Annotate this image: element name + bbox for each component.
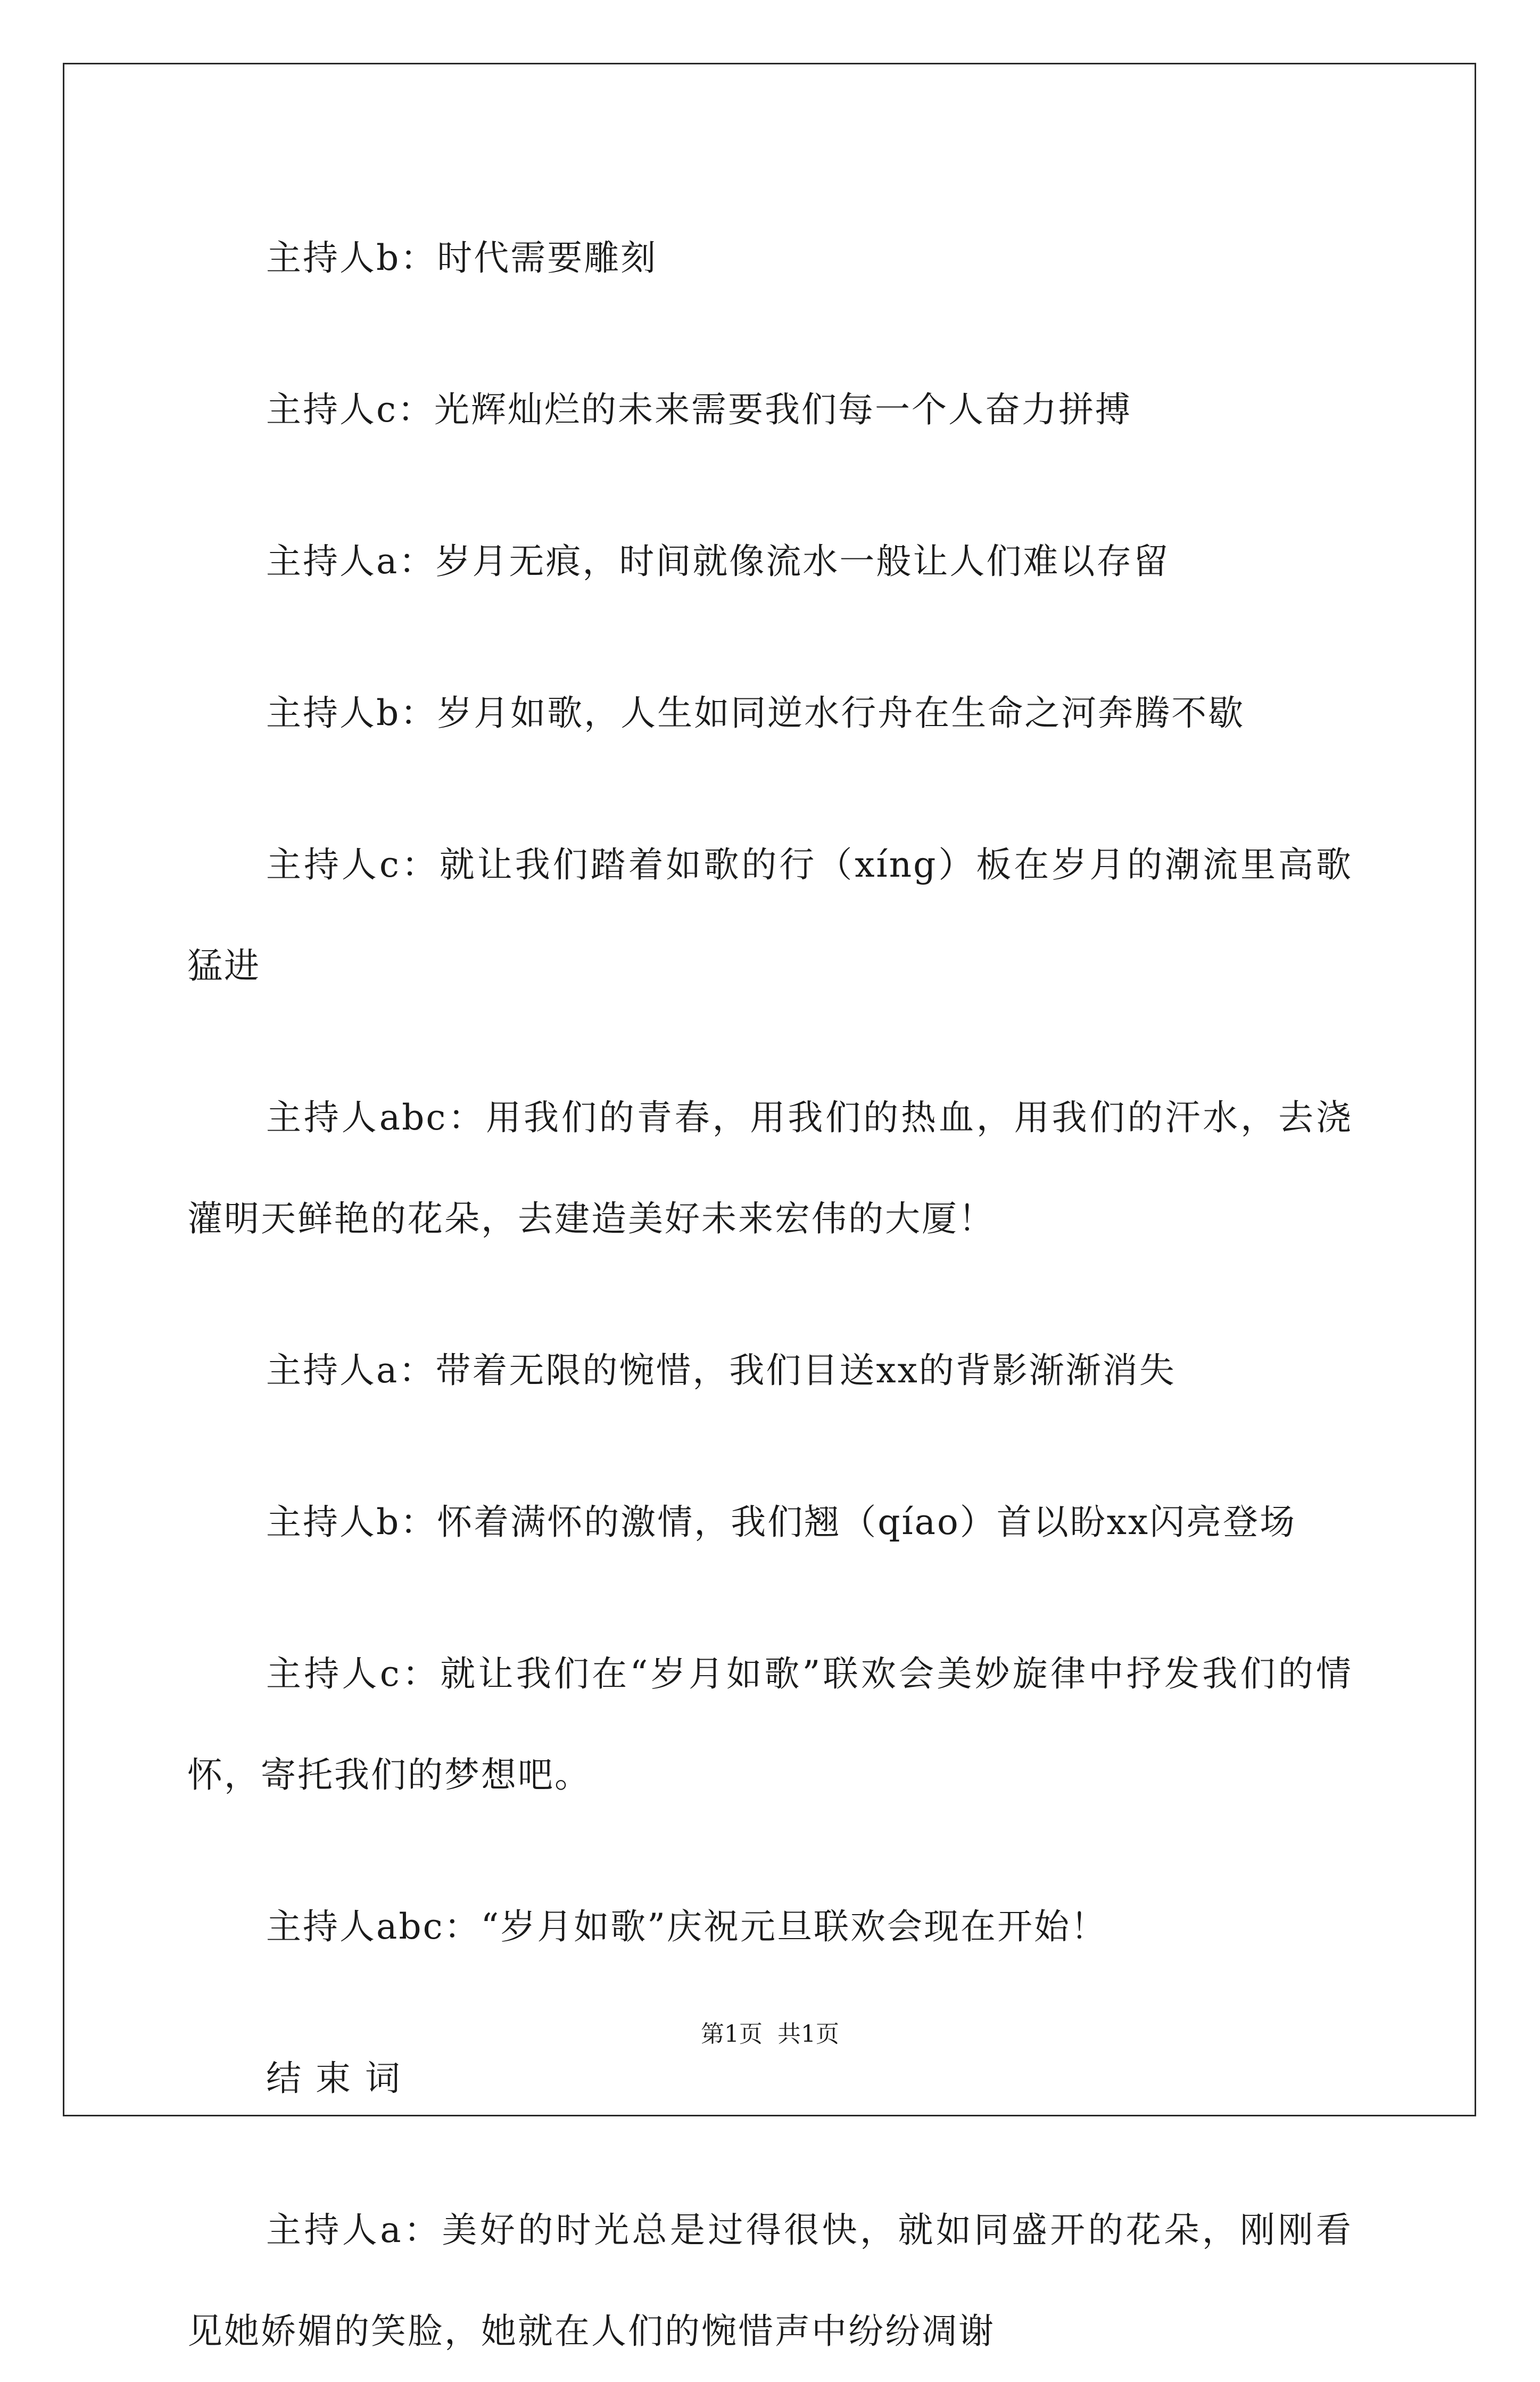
- paragraph-4: 主持人b：岁月如歌，人生如同逆水行舟在生命之河奔腾不歇: [266, 693, 1245, 733]
- paragraph-1: 主持人b：时代需要雕刻: [266, 237, 658, 278]
- paragraph-6: 主持人abc：用我们的青春，用我们的热血，用我们的汗水，去浇灌明天鲜艳的花朵，去建造美好未来宏伟的大厦！: [187, 1097, 1353, 1239]
- paragraph-8: 主持人b：怀着满怀的激情，我们翘（qíao）首以盼xx闪亮登场: [266, 1502, 1297, 1543]
- paragraph-3: 主持人a：岁月无痕，时间就像流水一般让人们难以存留: [266, 541, 1170, 582]
- paragraph-5: 主持人c：就让我们踏着如歌的行（xíng）板在岁月的潮流里高歌猛进: [187, 844, 1353, 986]
- page-footer: 第1页 共1页: [701, 2021, 839, 2048]
- paragraph-11: 主持人a：美好的时光总是过得很快，就如同盛开的花朵，刚刚看见她娇媚的笑脸，她就在人们的惋惜声中纷纷凋谢: [187, 2210, 1353, 2352]
- section-heading: 结 束 词: [266, 2058, 402, 2099]
- paragraph-9: 主持人c：就让我们在“岁月如歌”联欢会美妙旋律中抒发我们的情怀，寄托我们的梦想吧。: [187, 1653, 1353, 1795]
- document-body: [187, 208, 1353, 2382]
- paragraph-10: 主持人abc：“岁月如歌”庆祝元旦联欢会现在开始！: [266, 1906, 1108, 1947]
- paragraph-7: 主持人a：带着无限的惋惜，我们目送xx的背影渐渐消失: [266, 1350, 1176, 1391]
- paragraph-2: 主持人c：光辉灿烂的未来需要我们每一个人奋力拼搏: [266, 389, 1132, 430]
